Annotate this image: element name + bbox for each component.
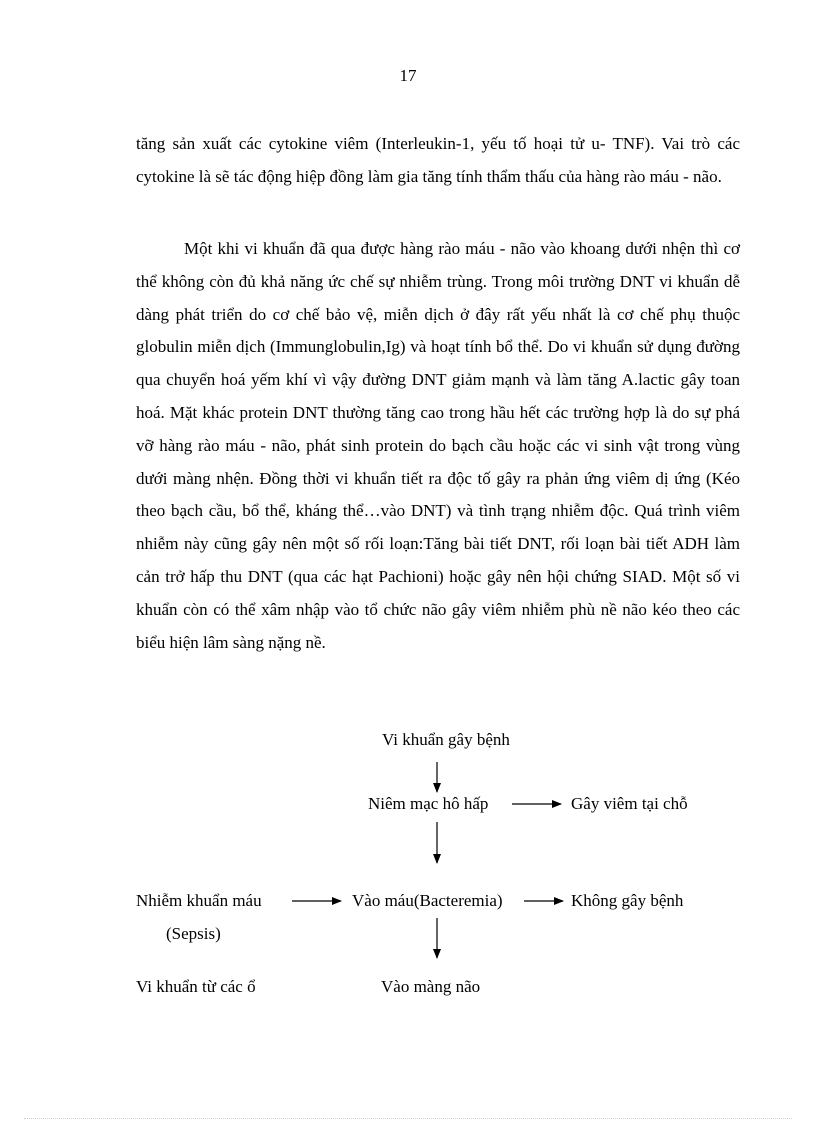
node-bacteremia: Vào máu(Bacteremia)	[352, 891, 503, 910]
node-pathogen: Vi khuẩn gây bệnh	[382, 730, 510, 749]
page-number: 17	[399, 66, 417, 85]
node-sepsis: Nhiễm khuẩn máu	[136, 891, 262, 910]
paragraph-1: tăng sản xuất các cytokine viêm (Interleukin-1, yếu tố hoại tử u- TNF). Vai trò các cytokine là sẽ tác động hiệp đồng làm gia tăng tính thẩm thấu của hàng rào máu - não.	[136, 134, 740, 186]
paragraph-2: Một khi vi khuẩn đã qua được hàng rào máu - não vào khoang dưới nhện thì cơ thể không còn đủ khả năng ức chế sự nhiễm trùng. Trong môi trường DNT vi khuẩn dễ dàng phát triển do cơ chế bảo vệ, miễn dịch ở đây rất yếu nhất là cơ chế phụ thuộc globulin miễn dịch (Immunglobulin,Ig) và hoạt tính bổ thể. Do vi khuẩn sử dụng đường qua chuyển hoá yếm khí vì vậy đường DNT giảm mạnh và làm tăng A.lactic gây toan hoá. Mặt khác protein DNT thường tăng cao trong hầu hết các trường hợp là do sự phá vỡ hàng rào máu - não, phát sinh protein do bạch cầu hoặc các vi sinh vật trong vùng dưới màng nhện. Đồng thời vi khuẩn tiết ra độc tố gây ra phản ứng viêm dị ứng (Kéo theo bạch cầu, bổ thể, kháng thể…vào DNT) và tình trạng nhiễm độc. Quá trình viêm nhiễm này cũng gây nên một số rối loạn:Tăng bài tiết DNT, rối loạn bài tiết ADH làm cản trở hấp thu DNT (qua các hạt Pachioni) hoặc gây nên hội chứng SIAD. Một số vi khuẩn còn có thể xâm nhập vào tổ chức não gây viêm nhiễm phù nề não kéo theo các biểu hiện lâm sàng nặng nề.	[136, 239, 740, 652]
footer-divider	[24, 1118, 792, 1119]
node-meninges: Vào màng não	[381, 977, 481, 996]
node-respiratory-mucosa: Niêm mạc hô hấp	[368, 794, 489, 813]
node-sepsis-english: (Sepsis)	[166, 924, 221, 943]
node-no-disease: Không gây bệnh	[571, 891, 684, 910]
node-local-inflammation: Gây viêm tại chỗ	[571, 794, 688, 813]
node-foci-bacteria: Vi khuẩn từ các ổ	[136, 977, 256, 996]
